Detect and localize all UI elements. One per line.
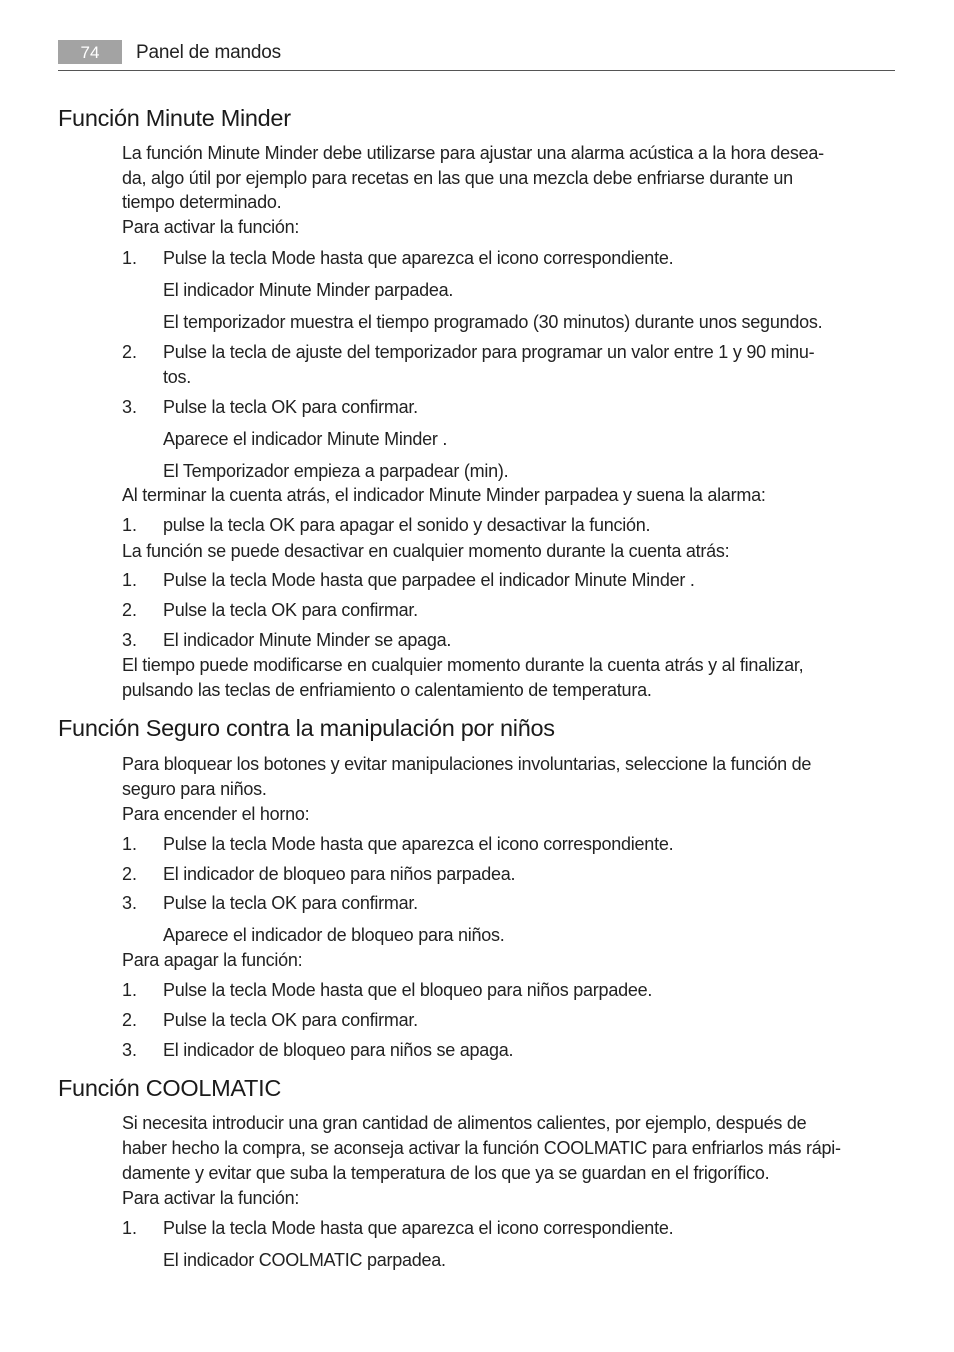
running-title: Panel de mandos bbox=[136, 42, 281, 63]
step-note: El indicador Minute Minder parpadea. bbox=[163, 280, 454, 300]
step-number: 2. bbox=[122, 342, 138, 362]
paragraph-line: La función se puede desactivar en cualquier momento durante la cuenta atrás: bbox=[122, 541, 730, 561]
step-text-continuation: tos. bbox=[163, 367, 192, 387]
paragraph-line: tiempo determinado. bbox=[122, 192, 282, 212]
step-text: Pulse la tecla Mode hasta que aparezca el icono correspondiente. bbox=[163, 834, 674, 854]
step-number: 1. bbox=[122, 248, 138, 268]
step-text: Pulse la tecla Mode hasta que aparezca el icono correspondiente. bbox=[163, 1218, 674, 1238]
paragraph-line: Para bloquear los botones y evitar manipulaciones involuntarias, seleccione la función de bbox=[122, 754, 812, 774]
section-title-child-lock: Función Seguro contra la manipulación por niños bbox=[58, 715, 555, 741]
step-number: 1. bbox=[122, 1218, 138, 1238]
step-text: Pulse la tecla OK para confirmar. bbox=[163, 600, 418, 620]
paragraph-line: Para activar la función: bbox=[122, 1188, 300, 1208]
step-text: El indicador Minute Minder se apaga. bbox=[163, 630, 452, 650]
step-note: El indicador COOLMATIC parpadea. bbox=[163, 1250, 446, 1270]
step-note: Aparece el indicador de bloqueo para niños. bbox=[163, 925, 505, 945]
paragraph-line: seguro para niños. bbox=[122, 779, 267, 799]
section-title-minute-minder: Función Minute Minder bbox=[58, 105, 291, 131]
step-number: 3. bbox=[122, 630, 138, 650]
step-note: Aparece el indicador Minute Minder . bbox=[163, 429, 448, 449]
step-number: 2. bbox=[122, 600, 138, 620]
page-number: 74 bbox=[58, 40, 122, 64]
step-number: 1. bbox=[122, 515, 138, 535]
paragraph-line: La función Minute Minder debe utilizarse para ajustar una alarma acústica a la hora desea- bbox=[122, 143, 824, 163]
paragraph-line: da, algo útil por ejemplo para recetas en las que una mezcla debe enfriarse durante un bbox=[122, 168, 793, 188]
paragraph-line: pulsando las teclas de enfriamiento o calentamiento de temperatura. bbox=[122, 680, 652, 700]
step-number: 2. bbox=[122, 1010, 138, 1030]
step-number: 2. bbox=[122, 864, 138, 884]
step-note: El Temporizador empieza a parpadear (min). bbox=[163, 461, 509, 481]
paragraph-line: Para activar la función: bbox=[122, 217, 300, 237]
step-text: Pulse la tecla Mode hasta que el bloqueo para niños parpadee. bbox=[163, 980, 653, 1000]
paragraph-line: Al terminar la cuenta atrás, el indicador Minute Minder parpadea y suena la alarma: bbox=[122, 485, 766, 505]
step-text: El indicador de bloqueo para niños se apaga. bbox=[163, 1040, 514, 1060]
step-number: 1. bbox=[122, 834, 138, 854]
paragraph-line: Si necesita introducir una gran cantidad de alimentos calientes, por ejemplo, después de bbox=[122, 1113, 807, 1133]
page-header bbox=[58, 40, 895, 64]
step-text: Pulse la tecla Mode hasta que aparezca el icono correspondiente. bbox=[163, 248, 674, 268]
paragraph-line: Para encender el horno: bbox=[122, 804, 310, 824]
step-text: El indicador de bloqueo para niños parpadea. bbox=[163, 864, 516, 884]
step-number: 1. bbox=[122, 570, 138, 590]
step-text: Pulse la tecla OK para confirmar. bbox=[163, 397, 418, 417]
step-number: 3. bbox=[122, 1040, 138, 1060]
paragraph-line: El tiempo puede modificarse en cualquier momento durante la cuenta atrás y al finalizar, bbox=[122, 655, 804, 675]
header-rule bbox=[58, 70, 895, 71]
step-text: Pulse la tecla OK para confirmar. bbox=[163, 1010, 418, 1030]
step-number: 1. bbox=[122, 980, 138, 1000]
step-text: Pulse la tecla de ajuste del temporizador para programar un valor entre 1 y 90 minu- bbox=[163, 342, 815, 362]
step-note: El temporizador muestra el tiempo programado (30 minutos) durante unos segundos. bbox=[163, 312, 823, 332]
step-number: 3. bbox=[122, 397, 138, 417]
paragraph-line: damente y evitar que suba la temperatura de los que ya se guardan en el frigorífico. bbox=[122, 1163, 770, 1183]
step-text: Pulse la tecla Mode hasta que parpadee el indicador Minute Minder . bbox=[163, 570, 695, 590]
section-title-coolmatic: Función COOLMATIC bbox=[58, 1075, 281, 1101]
paragraph-line: haber hecho la compra, se aconseja activar la función COOLMATIC para enfriarlos más rápi- bbox=[122, 1138, 841, 1158]
step-text: Pulse la tecla OK para confirmar. bbox=[163, 893, 418, 913]
paragraph-line: Para apagar la función: bbox=[122, 950, 303, 970]
step-text: pulse la tecla OK para apagar el sonido y desactivar la función. bbox=[163, 515, 651, 535]
step-number: 3. bbox=[122, 893, 138, 913]
